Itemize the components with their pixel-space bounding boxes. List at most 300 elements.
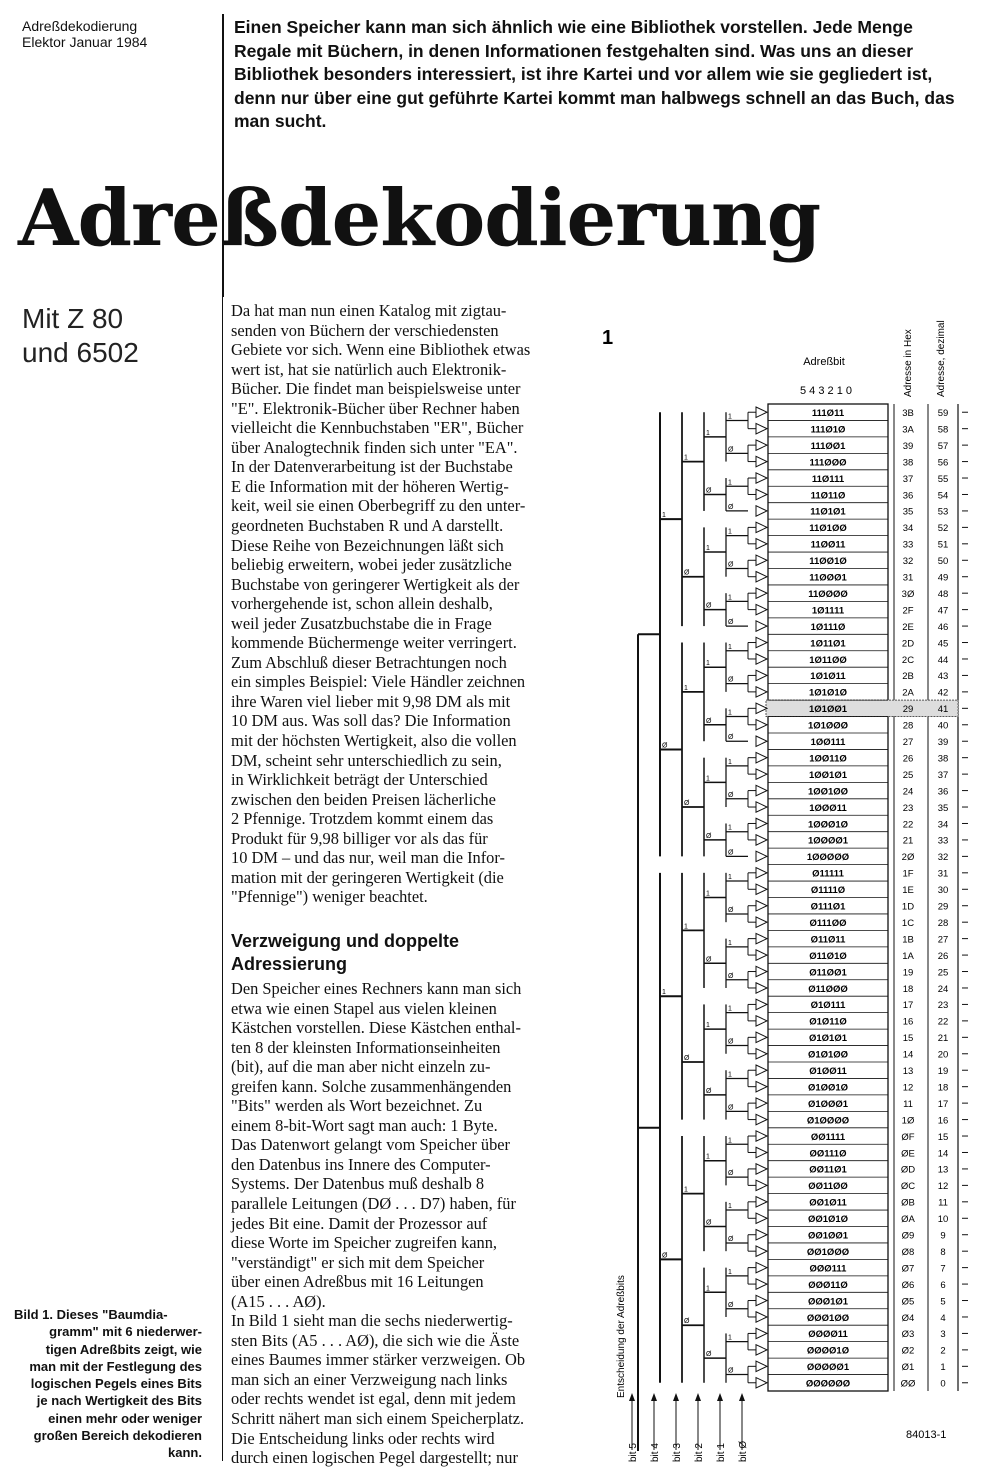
figure-id: 84013-1	[906, 1429, 947, 1441]
hex-address: Ø9	[901, 1230, 915, 1242]
body-text-part-1	[231, 301, 593, 907]
row-arrow	[756, 1230, 767, 1240]
hex-address: ØD	[900, 1164, 916, 1176]
row-arrow	[756, 687, 767, 697]
binary-address: Ø11ØØ1	[809, 967, 847, 979]
row-arrow	[756, 769, 767, 779]
body-text-line: eines Baumes immer stärker verzweigen. Ob	[231, 1350, 526, 1370]
hex-address: 27	[902, 737, 914, 748]
branch-value-label: 1	[728, 594, 732, 602]
binary-address: 1ØØ1ØØ	[807, 786, 849, 798]
branch-value-label: 1	[728, 1203, 732, 1211]
body-text-line: "Pfennige") weniger beachtet.	[231, 887, 428, 907]
branch-value-label: 1	[728, 528, 732, 536]
decimal-address: 53	[937, 506, 949, 518]
caption-line: kann.	[168, 1445, 202, 1461]
decimal-address: 17	[937, 1098, 949, 1110]
body-text-line: oder rechts wendet ist egal, denn mit jedem	[231, 1389, 516, 1409]
decimal-address: 58	[937, 424, 949, 436]
branch-value-label: Ø	[684, 569, 690, 577]
decimal-address: 46	[937, 621, 949, 633]
row-arrow	[756, 654, 767, 664]
hex-address: 38	[902, 457, 914, 469]
body-text-line: den Datenbus ins Innere des Computer-	[231, 1154, 491, 1174]
highlighted-row	[766, 700, 958, 716]
decimal-address: 41	[937, 704, 949, 716]
bit-input-label: bit 2	[694, 1443, 705, 1462]
binary-address: 1ØØ11Ø	[809, 753, 847, 765]
branch-value-label: 1	[728, 1268, 732, 1276]
body-text-line: DM, scheint sehr unterschiedlich zu sein,	[231, 750, 502, 770]
bit-input-arrow	[651, 1393, 657, 1401]
binary-address: Ø1111Ø	[810, 885, 846, 897]
binary-address: 11Ø1ØØ	[809, 523, 847, 535]
binary-address: Ø1ØØ1Ø	[807, 1082, 849, 1094]
row-arrow	[756, 785, 767, 795]
hex-address: 31	[902, 572, 914, 584]
binary-address: 1Ø1Ø1Ø	[808, 687, 848, 699]
binary-address: 11ØØØØ	[808, 588, 848, 600]
decimal-address: 15	[937, 1131, 949, 1143]
row-arrow	[756, 1361, 767, 1371]
body-text-line: in Wirklichkeit beträgt der Unterschied	[231, 770, 488, 790]
row-arrow	[756, 670, 767, 680]
branch-value-label: 1	[662, 512, 666, 520]
binary-address: 1Ø1ØØ1	[808, 704, 848, 716]
row-arrow	[756, 1131, 767, 1141]
figure-number: 1	[602, 327, 614, 349]
hex-address: 14	[902, 1049, 914, 1061]
binary-address: ØØ1ØØØ	[806, 1246, 850, 1258]
decimal-address: 27	[937, 934, 949, 946]
row-arrow	[756, 736, 767, 746]
body-text-line: kommende Büchermenge weiter verringert.	[231, 633, 517, 653]
body-text-line: mation mit der geringeren Wertigkeit (die	[231, 867, 504, 887]
hex-address: 35	[902, 506, 914, 518]
branch-value-label: 1	[728, 479, 732, 487]
branch-value-label: Ø	[706, 487, 712, 495]
branch-value-label: 1	[728, 643, 732, 651]
body-text-line: wert ist, hat sie natürlich auch Elektronik-	[231, 359, 507, 379]
body-text-line: Produkt für 9,98 billiger vor als das für	[231, 828, 488, 848]
hex-address: 3Ø	[901, 588, 915, 600]
decimal-address: 28	[937, 917, 949, 929]
branch-value-label: Ø	[728, 446, 734, 454]
row-arrow	[756, 423, 767, 433]
branch-value-label: Ø	[728, 849, 734, 857]
decimal-address: 55	[937, 473, 949, 485]
row-arrow	[756, 752, 767, 762]
body-text-line: vielleicht die Kennbuchstaben "ER", Bücher	[231, 418, 524, 438]
column-divider	[222, 296, 223, 1461]
article-subtitle	[22, 302, 139, 370]
row-arrow	[756, 1328, 767, 1338]
decimal-address: 40	[937, 720, 949, 732]
branch-value-label: 1	[728, 709, 732, 717]
decimal-address: 19	[937, 1066, 949, 1077]
row-arrow	[756, 1065, 767, 1075]
body-text-line: greifen kann. Solche zusammenhängenden	[231, 1076, 512, 1096]
bit-input-arrow	[695, 1393, 701, 1401]
caption-line: logischen Pegels eines Bits	[30, 1376, 202, 1392]
binary-address: 1Ø111Ø	[810, 621, 846, 633]
branch-value-label: Ø	[728, 734, 734, 742]
source-note	[22, 18, 147, 50]
hex-address: 34	[902, 523, 914, 535]
row-arrow	[756, 868, 767, 878]
hex-address: 1B	[902, 934, 914, 946]
body-text-line: Buchstabe von geringerer Wertigkeit als der	[231, 574, 520, 594]
bit-input-label: bit 1	[716, 1443, 727, 1462]
decimal-address: 39	[937, 737, 949, 748]
decimal-address: 59	[937, 408, 949, 419]
binary-address: 1ØØØØ1	[807, 835, 849, 847]
decimal-address: 26	[937, 950, 949, 962]
decimal-address: 48	[937, 588, 949, 600]
binary-address: 1Ø1ØØØ	[807, 720, 849, 732]
hex-address: 22	[902, 819, 914, 831]
binary-address: Ø1Ø1Ø1	[808, 1033, 848, 1045]
binary-address: ØØØ1ØØ	[806, 1312, 850, 1324]
decimal-address: 52	[937, 523, 949, 535]
branch-value-label: 1	[684, 923, 688, 931]
body-text-line: durch einen logischen Pegel dargestellt; nur	[231, 1448, 518, 1468]
body-text-line: ein simples Beispiel: Viele Händler zeichnen	[231, 672, 526, 692]
row-arrow	[756, 572, 767, 582]
decimal-address: 23	[937, 1000, 949, 1012]
row-arrow	[756, 802, 767, 812]
binary-address: ØØ1Ø11	[809, 1197, 847, 1209]
hex-address: 1D	[901, 901, 915, 913]
body-text-part-2	[231, 979, 593, 1468]
body-text-line: man sich an einer Verzweigung nach links	[231, 1369, 508, 1389]
body-text-line: parallele Leitungen (DØ . . . D7) haben, für	[231, 1194, 516, 1214]
row-arrow	[756, 933, 767, 943]
binary-address: 1Ø1111	[811, 605, 845, 617]
decimal-address: 49	[937, 572, 949, 584]
binary-address: 1Ø11Ø1	[810, 638, 846, 650]
hex-address: ØB	[901, 1197, 915, 1209]
body-text-line: 10 DM aus. Was soll das? Die Information	[231, 711, 511, 731]
binary-address: 11Ø11Ø	[810, 490, 846, 502]
decimal-address: 24	[937, 983, 949, 995]
branch-value-label: Ø	[728, 1104, 734, 1112]
branch-value-label: Ø	[706, 1351, 712, 1359]
hex-address: 29	[902, 704, 914, 716]
decimal-address: 54	[937, 490, 949, 502]
hex-address: 26	[902, 753, 914, 765]
body-text-line: Diese Reihe von Bezeichnungen läßt sich	[231, 535, 504, 555]
hex-address: ØA	[901, 1214, 915, 1226]
hex-address: 1E	[902, 885, 914, 897]
branch-value-label: Ø	[706, 1087, 712, 1095]
row-arrow	[756, 1279, 767, 1289]
binary-address: 1Ø1Ø11	[810, 671, 846, 683]
address-tree-diagram	[596, 300, 1000, 1470]
branch-value-label: Ø	[728, 619, 734, 627]
binary-address: Ø1Ø1ØØ	[807, 1049, 849, 1061]
row-arrow	[756, 835, 767, 845]
adressbit-label: Adreßbit	[803, 356, 845, 368]
branch-value-label: 1	[706, 1022, 710, 1030]
binary-address: Ø11ØØØ	[808, 983, 848, 995]
row-arrow	[756, 818, 767, 828]
body-text-line: beliebig erweitern, wobei jeder zusätzliche	[231, 555, 512, 575]
hex-address: Ø7	[901, 1263, 915, 1275]
binary-address: ØØ1Ø1Ø	[807, 1214, 849, 1226]
body-text-line: Systems. Der Datenbus muß deshalb 8	[231, 1174, 485, 1194]
body-text-line: In Bild 1 sieht man die sechs niederwertig-	[231, 1311, 513, 1331]
decimal-address: 18	[937, 1082, 949, 1094]
caption-line: Bild 1. Dieses "Baumdia-	[14, 1307, 168, 1322]
branch-value-label: Ø	[728, 1170, 734, 1178]
branch-value-label: Ø	[728, 791, 734, 799]
binary-address: 1ØØ1Ø1	[808, 769, 848, 781]
section-heading-line-1: Verzweigung und doppelte	[231, 931, 460, 951]
body-text-line: 2 Pfennige. Trotzdem kommt einem das	[231, 809, 494, 829]
branch-value-label: Ø	[728, 1367, 734, 1375]
intro-paragraph	[234, 16, 969, 134]
hex-address: 2A	[902, 687, 914, 699]
binary-address: 11ØØ1Ø	[809, 556, 847, 568]
row-arrow	[756, 1081, 767, 1091]
decimal-address: 35	[937, 802, 949, 814]
hex-address: 37	[902, 473, 914, 485]
body-text-line: Schritt nähert man sich einem Speicherplatz.	[231, 1409, 525, 1429]
decimal-address: 2	[940, 1345, 946, 1357]
branch-value-label: 1	[684, 1186, 688, 1194]
binary-address: 111ØØ1	[810, 440, 846, 452]
branch-value-label: Ø	[706, 832, 712, 840]
branch-value-label: 1	[728, 874, 732, 882]
side-label: Entscheidung der Adreßbits	[616, 1275, 627, 1398]
branch-value-label: Ø	[684, 1055, 690, 1062]
column-hex-label: Adresse in Hex	[903, 329, 914, 397]
body-text-line: (bit), auf die man aber nicht einzeln zu-	[231, 1057, 491, 1077]
caption-line: großen Bereich dekodieren	[33, 1428, 202, 1444]
hex-address: Ø4	[901, 1312, 915, 1324]
hex-address: 1F	[902, 868, 914, 880]
hex-address: 13	[902, 1066, 914, 1077]
branch-value-label: Ø	[728, 1301, 734, 1309]
row-arrow	[756, 555, 767, 565]
row-arrow	[756, 588, 767, 598]
row-arrow	[756, 1147, 767, 1157]
body-text-line: etwa wie einen Stapel aus vielen kleinen	[231, 998, 497, 1018]
branch-value-label: 1	[706, 429, 710, 437]
body-text-line: ten 8 der kleinsten Informationseinheiten	[231, 1037, 501, 1057]
decimal-address: 38	[937, 753, 949, 765]
bit-input-label: bit 5	[628, 1443, 639, 1462]
body-text-line: mit der höchsten Wertigkeit, also die vollen	[231, 731, 517, 751]
branch-value-label: 1	[728, 1005, 732, 1013]
intro-text: Einen Speicher kann man sich ähnlich wie eine Bibliothek vorstellen. Jede Menge Regale mit Büchern, in denen Informationen festgehalten sind. Was uns an dieser Bibliothek besonders interessiert, ist ihre Kartei und vor allem wie sie gegliedert ist, denn nur über eine gut geführte Kartei kommt man halbwegs schnell an das Buch, das man sucht.	[234, 17, 955, 131]
hex-address: 2C	[901, 654, 915, 666]
hex-address: 32	[902, 556, 914, 568]
hex-address: Ø3	[901, 1329, 915, 1341]
row-arrow	[756, 604, 767, 614]
binary-address: 111Ø1Ø	[810, 424, 846, 436]
body-text-line: Gebiete vor sich. Wenn eine Bibliothek etwas	[231, 340, 531, 360]
branch-value-label: Ø	[728, 561, 734, 569]
branch-value-label: 1	[728, 939, 732, 947]
binary-address: 11Ø111	[811, 473, 845, 485]
decimal-address: 5	[940, 1296, 946, 1308]
hex-address: 36	[902, 490, 914, 502]
row-arrow	[756, 884, 767, 894]
row-arrow	[756, 489, 767, 499]
decimal-address: 50	[937, 556, 949, 568]
row-arrow	[756, 440, 767, 450]
binary-address: ØØ1111	[810, 1131, 846, 1143]
binary-address: 11Ø1Ø1	[810, 506, 846, 518]
branch-value-label: Ø	[728, 906, 734, 914]
binary-address: 1ØØ111	[810, 737, 846, 748]
row-arrow	[756, 1049, 767, 1059]
decimal-address: 3	[940, 1329, 946, 1341]
body-text-line: vorhergehende ist, schon allein deshalb,	[231, 594, 493, 614]
body-text-line: Das Datenwort gelangt vom Speicher über	[231, 1135, 511, 1155]
row-arrow	[756, 851, 767, 861]
branch-value-label: 1	[706, 545, 710, 553]
decimal-address: 43	[937, 671, 949, 683]
branch-value-label: Ø	[728, 503, 734, 511]
decimal-address: 45	[937, 638, 949, 650]
body-text-line: Da hat man nun einen Katalog mit zigtau-	[231, 301, 507, 320]
row-arrow	[756, 1098, 767, 1108]
decimal-address: 37	[937, 769, 949, 781]
row-arrow	[756, 407, 767, 417]
row-arrow	[756, 1032, 767, 1042]
hex-address: 11	[903, 1098, 913, 1110]
binary-address: Ø11Ø11	[810, 934, 846, 946]
decimal-address: 10	[937, 1214, 949, 1226]
branch-value-label: Ø	[728, 1038, 734, 1046]
hex-address: 16	[902, 1016, 914, 1028]
hex-address: 39	[902, 440, 914, 452]
binary-address: Ø1Ø11Ø	[809, 1016, 847, 1028]
row-arrow	[756, 637, 767, 647]
decimal-address: 22	[937, 1016, 949, 1028]
row-arrow	[756, 506, 767, 516]
hex-address: 28	[902, 720, 914, 732]
row-arrow	[756, 1197, 767, 1207]
caption-line: tigen Adreßbits zeigt, wie	[45, 1341, 202, 1357]
binary-address: 1Ø11ØØ	[809, 654, 847, 666]
section-heading-line-2: Adressierung	[231, 954, 348, 974]
decimal-address: 6	[940, 1279, 946, 1291]
binary-address: Ø1ØØ11	[809, 1066, 847, 1077]
branch-value-label: Ø	[706, 1219, 712, 1227]
row-arrow	[756, 1114, 767, 1124]
row-arrow	[756, 999, 767, 1009]
branch-value-label: 1	[728, 413, 732, 421]
hex-address: ØØ	[900, 1378, 916, 1390]
branch-value-label: 1	[728, 1071, 732, 1079]
hex-address: 19	[902, 967, 914, 979]
hex-address: 2Ø	[901, 852, 915, 864]
body-text-line: (A15 . . . AØ).	[231, 1291, 326, 1311]
body-text-line: "verständigt" er sich mit dem Speicher	[231, 1252, 485, 1272]
binary-address: Ø11111	[812, 868, 844, 880]
body-text-line: geordneten Buchstaben R und A darstellt.	[231, 516, 504, 536]
branch-value-label: Ø	[728, 676, 734, 684]
row-arrow	[756, 917, 767, 927]
branch-value-label: Ø	[706, 956, 712, 964]
binary-address: ØØ11ØØ	[808, 1181, 848, 1193]
decimal-address: 13	[937, 1164, 949, 1176]
branch-value-label: Ø	[728, 972, 734, 980]
binary-address: ØØ11Ø1	[809, 1164, 847, 1176]
subtitle-line-1: Mit Z 80	[22, 303, 124, 334]
branch-value-label: 1	[684, 684, 688, 692]
decimal-address: 44	[937, 654, 949, 666]
section-heading	[231, 930, 459, 976]
body-text-line: sten Bits (A5 . . . AØ), die sich wie die Äste	[231, 1330, 520, 1350]
body-text-line: Bücher. Die findet man beispielsweise unter	[231, 379, 521, 399]
row-arrow	[756, 1378, 767, 1388]
row-arrow	[756, 720, 767, 730]
hex-address: 2F	[902, 605, 914, 617]
hex-address: 24	[902, 786, 914, 798]
decimal-address: 42	[937, 687, 949, 699]
binary-address: ØØØ111	[809, 1263, 847, 1275]
binary-address: ØØ1ØØ1	[807, 1230, 849, 1242]
body-text-line: einem 8-bit-Wort sagt man auch: 1 Byte.	[231, 1115, 498, 1135]
row-arrow	[756, 1246, 767, 1256]
decimal-address: 30	[937, 885, 949, 897]
binary-address: Ø111Ø1	[810, 901, 846, 913]
row-arrow	[756, 1016, 767, 1026]
row-arrow	[756, 1213, 767, 1223]
decimal-address: 31	[937, 868, 949, 880]
decimal-address: 33	[937, 835, 949, 847]
row-arrow	[756, 473, 767, 483]
hex-address: Ø6	[901, 1279, 915, 1291]
caption-line: je nach Wertigkeit des Bits	[36, 1393, 202, 1409]
body-text-line: Den Speicher eines Rechners kann man sich	[231, 979, 522, 998]
binary-address: ØØØ1Ø1	[807, 1296, 849, 1308]
binary-address: ØØØØØØ	[805, 1378, 851, 1390]
decimal-address: 20	[937, 1049, 949, 1061]
body-text-line: über Analogtechnik finden sich unter "EA".	[231, 437, 518, 457]
binary-address: 111Ø11	[811, 408, 845, 419]
row-arrow	[756, 621, 767, 631]
hex-address: 1C	[901, 917, 915, 929]
caption-line: gramm" mit 6 niederwer-	[49, 1324, 202, 1340]
binary-address: 1ØØØ1Ø	[807, 819, 849, 831]
body-text-line: über einen Adreßbus mit 16 Leitungen	[231, 1272, 484, 1292]
subtitle-line-2: und 6502	[22, 337, 139, 368]
hex-address: 17	[902, 1000, 914, 1012]
decimal-address: 1	[940, 1362, 946, 1374]
branch-value-label: 1	[728, 1137, 732, 1145]
hex-address: Ø8	[901, 1246, 915, 1258]
row-arrow	[756, 1164, 767, 1174]
branch-value-label: 1	[728, 1334, 732, 1342]
row-arrow	[756, 1295, 767, 1305]
decimal-address: 36	[937, 786, 949, 798]
binary-address: ØØØØ1Ø	[806, 1345, 850, 1357]
body-text-line: keit, weil sie einen Oberbegriff zu den unter-	[231, 496, 526, 516]
hex-address: 18	[902, 983, 914, 995]
hex-address: ØE	[901, 1148, 915, 1160]
body-text-line: diese Worte im Speicher zugreifen kann,	[231, 1233, 497, 1253]
hex-address: 12	[902, 1082, 914, 1094]
binary-address: Ø111ØØ	[809, 917, 847, 929]
binary-address: ØØØ11Ø	[808, 1279, 848, 1291]
bit-position-labels: 5 4 3 2 1 0	[800, 385, 852, 397]
